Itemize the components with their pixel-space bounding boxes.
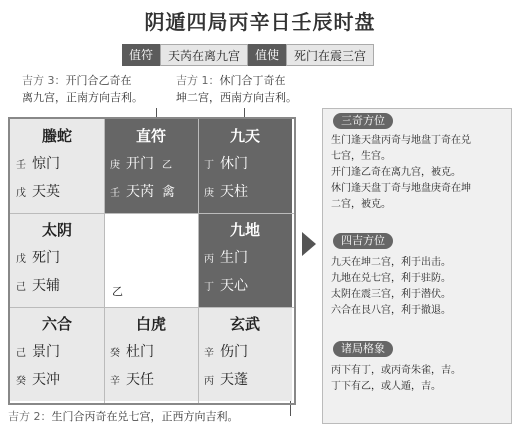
star: 天英 xyxy=(32,184,60,200)
text-line: 七宫，生宫。 xyxy=(331,151,391,162)
section-body-ji xyxy=(331,255,503,319)
grid-divider xyxy=(198,119,199,403)
page-title: 阴遁四局丙辛日壬辰时盘 xyxy=(144,10,376,34)
door: 生门 xyxy=(220,250,248,266)
section-head-ji: 四吉方位 xyxy=(333,233,393,249)
star: 天冲 xyxy=(32,372,60,388)
grid-divider xyxy=(10,213,294,214)
palace-gen xyxy=(10,307,104,401)
palace-xun xyxy=(10,119,104,213)
text-line: 九地在兑七宫，利于驻防。 xyxy=(331,273,451,284)
door: 惊门 xyxy=(32,156,60,172)
stem: 壬 xyxy=(16,160,26,171)
info-tags xyxy=(122,44,374,66)
nine-palace-grid xyxy=(8,117,296,405)
text-line: 丁下有乙，或人遁，吉。 xyxy=(331,381,441,392)
star-row xyxy=(110,369,154,389)
god-label: 玄武 xyxy=(229,315,260,333)
stem: 己 xyxy=(16,348,26,359)
grid-divider xyxy=(104,119,105,403)
auspicious-note-3: 吉方 3：开门合乙奇在 离九宫，正南方向吉利。 xyxy=(22,74,143,104)
star-row xyxy=(204,181,248,201)
door-row xyxy=(16,247,60,267)
god-label: 直符 xyxy=(135,127,166,145)
auspicious-note-2: 吉方 2：生门合丙奇在兑七宫，正西方向吉利。 xyxy=(8,410,239,423)
palace-zhen xyxy=(10,213,104,307)
star: 天心 xyxy=(220,278,248,294)
star-row xyxy=(16,275,60,295)
stem: 丁 xyxy=(204,282,214,293)
text-line: 生门逢天盘丙奇与地盘丁奇在兑 xyxy=(331,135,471,146)
door-row xyxy=(204,247,248,267)
text-line: 太阴在震三宫，利于潜伏。 xyxy=(331,289,451,300)
star: 天辅 xyxy=(32,278,60,294)
star-row xyxy=(204,275,248,295)
door-row xyxy=(16,153,60,173)
door-row xyxy=(204,153,248,173)
palace-dui xyxy=(198,213,292,307)
door-row xyxy=(16,341,60,361)
text-line: 九天在坤二宫，利于出击。 xyxy=(331,257,451,268)
zhifu-value: 天芮在离九宫 xyxy=(160,44,248,66)
star-row xyxy=(204,369,248,389)
section-head-qi: 三奇方位 xyxy=(333,113,393,129)
stem: 戊 xyxy=(16,188,26,199)
stem: 癸 xyxy=(16,376,26,387)
door-row xyxy=(110,341,154,361)
arrow-right-icon xyxy=(302,232,316,256)
palace-li xyxy=(104,119,198,213)
god-label: 九天 xyxy=(229,127,260,145)
stem: 丁 xyxy=(204,160,214,171)
star-row xyxy=(110,181,175,201)
door-row xyxy=(110,153,172,173)
star: 天任 xyxy=(126,372,154,388)
extra-stem: 乙 xyxy=(162,160,172,171)
stem: 庚 xyxy=(110,160,120,171)
stem: 辛 xyxy=(204,348,214,359)
star: 天芮 xyxy=(126,184,154,200)
star-row xyxy=(16,181,60,201)
section-body-ge xyxy=(331,363,503,395)
section-body-qi xyxy=(331,133,503,213)
palace-kan xyxy=(104,307,198,401)
door: 景门 xyxy=(32,344,60,360)
zhishi-value: 死门在震三宫 xyxy=(286,44,374,66)
stem: 癸 xyxy=(110,348,120,359)
text-line: 丙下有丁，或丙奇朱雀，吉。 xyxy=(331,365,461,376)
stem: 辛 xyxy=(110,376,120,387)
text-line: 开门逢乙奇在离九宫，被克。 xyxy=(331,167,461,178)
star: 天柱 xyxy=(220,184,248,200)
text-line: 二宫，被克。 xyxy=(331,199,391,210)
analysis-panel xyxy=(322,108,512,424)
palace-qian xyxy=(198,307,292,401)
palace-kun xyxy=(198,119,292,213)
stem: 戊 xyxy=(16,254,26,265)
god-label: 螣蛇 xyxy=(41,127,72,145)
extra-star: 禽 xyxy=(162,185,176,200)
stem: 己 xyxy=(16,282,26,293)
stem: 壬 xyxy=(110,188,120,199)
door: 伤门 xyxy=(220,344,248,360)
star-row xyxy=(16,369,60,389)
auspicious-note-1: 吉方 1：休门合丁奇在 坤二宫，西南方向吉利。 xyxy=(176,74,297,104)
star: 天蓬 xyxy=(220,372,248,388)
text-line: 休门逢天盘丁奇与地盘庚奇在坤 xyxy=(331,183,471,194)
door: 休门 xyxy=(220,156,248,172)
door-row xyxy=(204,341,248,361)
god-label: 太阴 xyxy=(41,221,72,239)
palace-center xyxy=(104,213,198,307)
stem: 丙 xyxy=(204,254,214,265)
text-line: 六合在艮八宫，利于撤退。 xyxy=(331,305,451,316)
god-label: 白虎 xyxy=(135,315,166,333)
door: 开门 xyxy=(126,156,154,172)
section-head-ge: 诸局格象 xyxy=(333,341,393,357)
god-label: 六合 xyxy=(41,315,72,333)
zhifu-label: 值符 xyxy=(122,44,160,66)
center-stem: 乙 xyxy=(112,285,123,298)
grid-divider xyxy=(10,307,294,308)
stem: 丙 xyxy=(204,376,214,387)
stem: 庚 xyxy=(204,188,214,199)
door: 死门 xyxy=(32,250,60,266)
door: 杜门 xyxy=(126,344,154,360)
zhishi-label: 值使 xyxy=(248,44,286,66)
god-label: 九地 xyxy=(229,221,260,239)
